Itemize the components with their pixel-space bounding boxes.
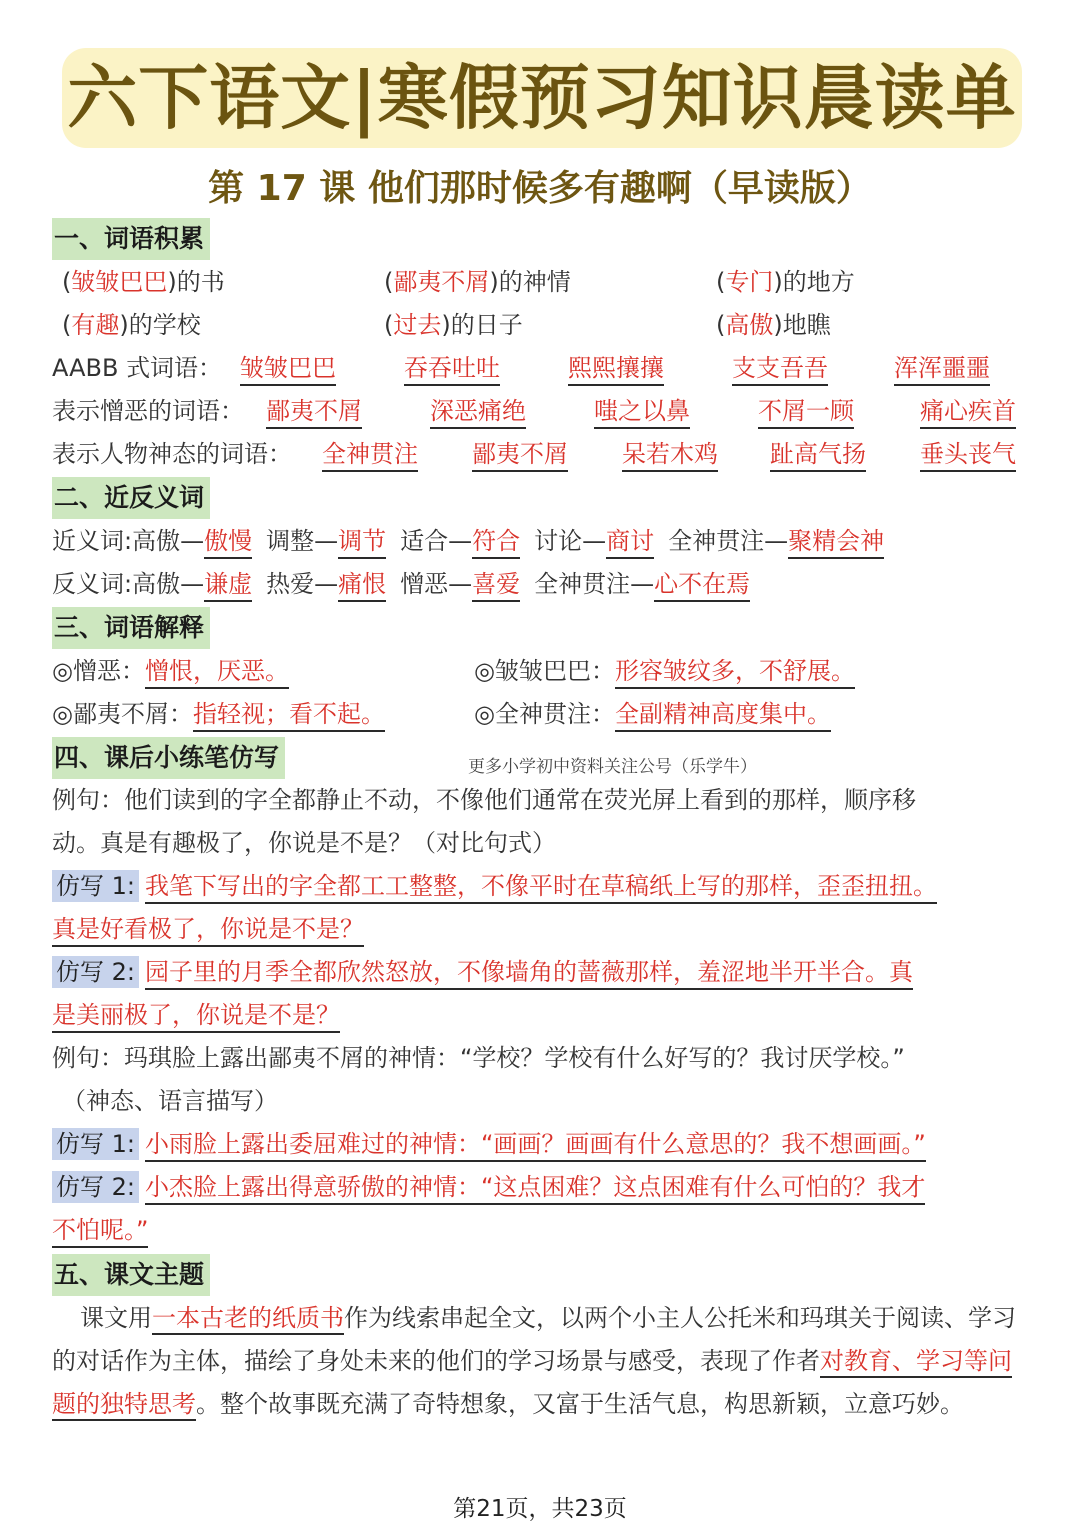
imitation-1: 仿写 1: 我笔下写出的字全都工工整整，不像平时在草稿纸上写的那样，歪歪扭扭。 xyxy=(52,868,937,904)
example-sentence-2-note: （神态、语言描写） xyxy=(62,1087,278,1115)
antonym-row: 反义词:高傲—谦虚 热爱—痛恨 憎恶—喜爱 全神贯注—心不在焉 xyxy=(52,566,750,602)
definition-item: ◎全神贯注：全副精神高度集中。 xyxy=(474,696,831,732)
hate-word: 嗤之以鼻 xyxy=(594,393,690,429)
expression-label: 表示人物神态的词语： xyxy=(52,440,292,468)
hate-word: 鄙夷不屑 xyxy=(266,393,362,429)
aabb-word: 支支吾吾 xyxy=(732,350,828,386)
section-heading-imitation: 四、课后小练笔仿写 xyxy=(52,737,285,779)
lesson-subtitle: 第 17 课 他们那时候多有趣啊（早读版） xyxy=(208,168,872,209)
imitation-2: 仿写 2: 园子里的月季全都欣然怒放，不像墙角的蔷薇那样，羞涩地半开半合。真 xyxy=(52,954,913,990)
imitation-tag: 仿写 1: xyxy=(52,1128,139,1160)
definition-item: ◎皱皱巴巴：形容皱纹多，不舒展。 xyxy=(474,653,855,689)
expression-word: 鄙夷不屑 xyxy=(472,436,568,472)
imitation-tag: 仿写 1: xyxy=(52,870,139,902)
aabb-word: 熙熙攘攘 xyxy=(568,350,664,386)
phrase-item: (有趣)的学校 xyxy=(62,311,201,339)
section-heading-theme: 五、课文主题 xyxy=(52,1254,210,1296)
imitation-tag: 仿写 2: xyxy=(52,1171,139,1203)
theme-paragraph: 课文用一本古老的纸质书作为线索串起全文，以两个小主人公托米和玛琪关于阅读、学习的对话作为主体，描绘了身处未来的他们的学习场景与感受，表现了作者对教育、学习等问题的独特思考。整个故事既充满了奇特想象，又富于生活气息，构思新颖，立意巧妙。 xyxy=(52,1297,1032,1426)
page-number: 第21页，共23页 xyxy=(453,1496,627,1522)
aabb-word: 浑浑噩噩 xyxy=(894,350,990,386)
aabb-label: AABB 式词语： xyxy=(52,354,223,382)
page-title: 六下语文|寒假预习知识晨读单 xyxy=(67,57,1017,139)
imitation-1-cont: 真是好看极了，你说是不是？ xyxy=(52,911,364,947)
hate-word: 痛心疾首 xyxy=(920,393,1016,429)
expression-word: 全神贯注 xyxy=(322,436,418,472)
imitation-4: 仿写 2: 小杰脸上露出得意骄傲的神情：“这点困难？这点困难有什么可怕的？我才 xyxy=(52,1169,925,1205)
phrase-item: (鄙夷不屑)的神情 xyxy=(384,268,571,296)
phrase-item: (专门)的地方 xyxy=(716,268,855,296)
example-sentence-1: 例句：他们读到的字全都静止不动，不像他们通常在荧光屏上看到的那样，顺序移 xyxy=(52,786,916,814)
imitation-tag: 仿写 2: xyxy=(52,956,139,988)
definition-item: ◎憎恶：憎恨，厌恶。 xyxy=(52,653,289,689)
imitation-2-cont: 是美丽极了，你说是不是？ xyxy=(52,997,340,1033)
example-sentence-1-cont: 动。真是有趣极了，你说是不是？（对比句式） xyxy=(52,829,556,857)
expression-word: 垂头丧气 xyxy=(920,436,1016,472)
synonym-row: 近义词:高傲—傲慢 调整—调节 适合—符合 讨论—商讨 全神贯注—聚精会神 xyxy=(52,523,884,559)
aabb-word: 皱皱巴巴 xyxy=(240,350,336,386)
example-sentence-2: 例句：玛琪脸上露出鄙夷不屑的神情：“学校？学校有什么好写的？我讨厌学校。” xyxy=(52,1044,905,1072)
aabb-word: 吞吞吐吐 xyxy=(404,350,500,386)
hate-word: 深恶痛绝 xyxy=(430,393,526,429)
expression-word: 趾高气扬 xyxy=(770,436,866,472)
section-heading-definitions: 三、词语解释 xyxy=(52,607,210,649)
expression-word: 呆若木鸡 xyxy=(622,436,718,472)
hate-word: 不屑一顾 xyxy=(758,393,854,429)
imitation-3: 仿写 1: 小雨脸上露出委屈难过的神情：“画画？画画有什么意思的？我不想画画。” xyxy=(52,1126,926,1162)
phrase-item: (过去)的日子 xyxy=(384,311,523,339)
phrase-item: (高傲)地瞧 xyxy=(716,311,831,339)
definition-item: ◎鄙夷不屑：指轻视；看不起。 xyxy=(52,696,385,732)
section-heading-vocab: 一、词语积累 xyxy=(52,218,210,260)
section-heading-synonyms: 二、近反义词 xyxy=(52,477,210,519)
phrase-item: (皱皱巴巴)的书 xyxy=(62,268,225,296)
imitation-4-cont: 不怕呢。” xyxy=(52,1212,148,1248)
hate-label: 表示憎恶的词语： xyxy=(52,397,244,425)
watermark-note: 更多小学初中资料关注公号（乐学牛） xyxy=(468,757,757,777)
